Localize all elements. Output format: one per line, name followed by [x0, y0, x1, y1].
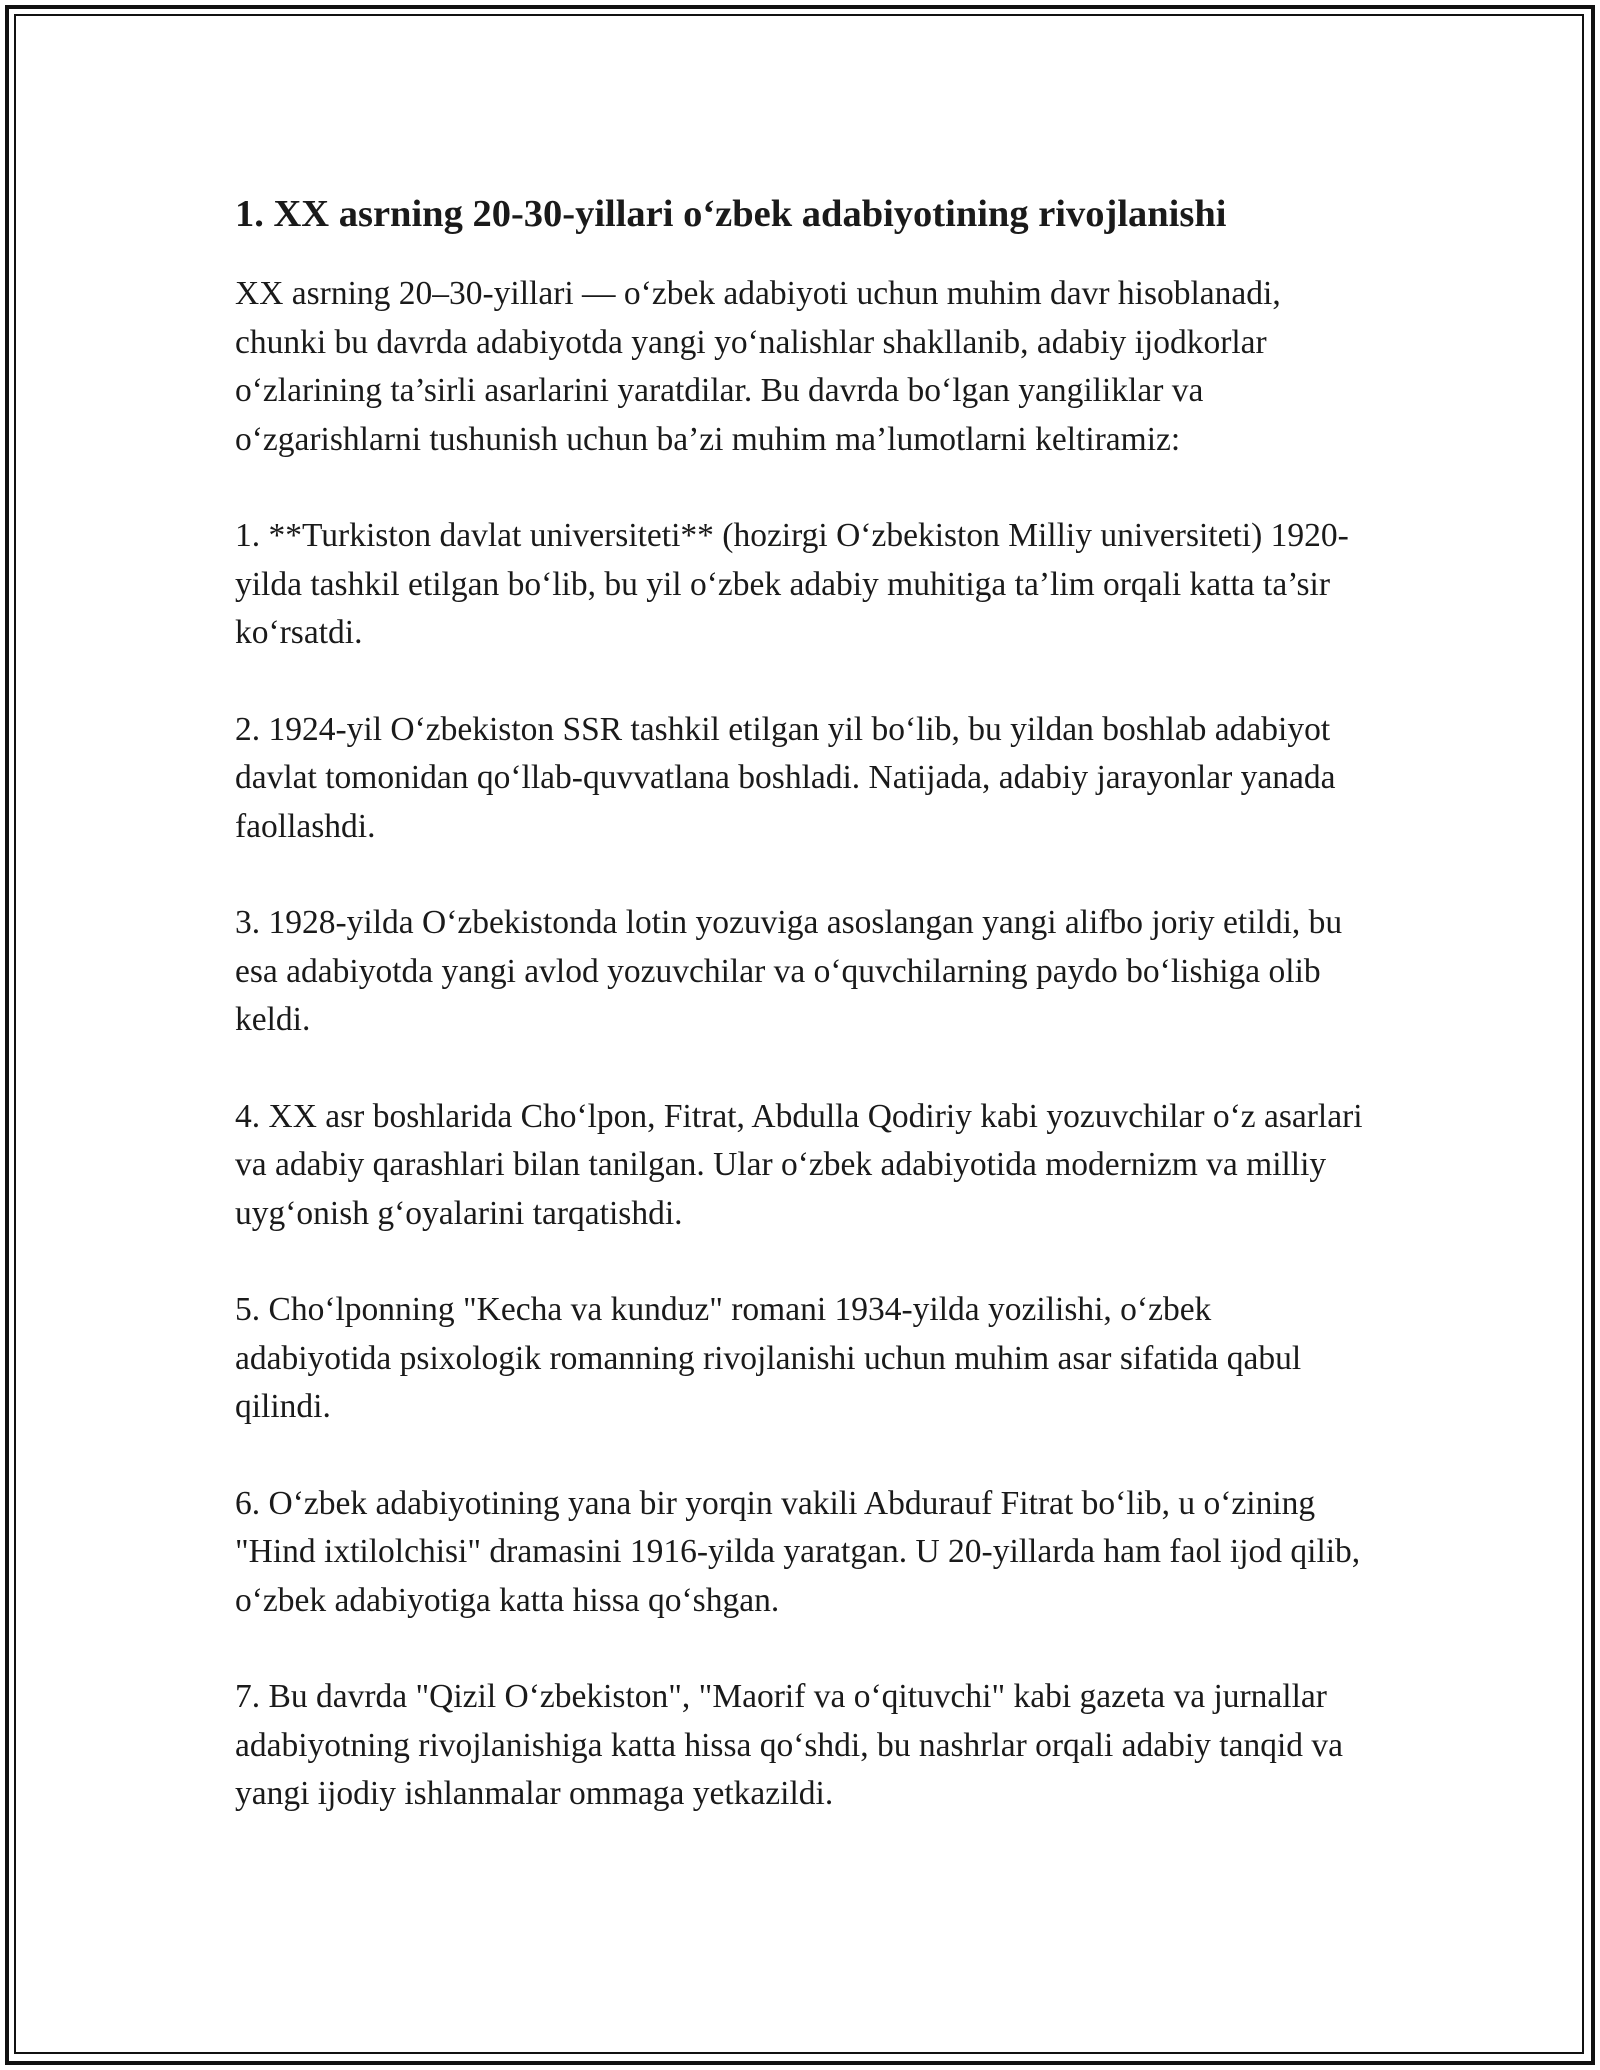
document-body: [235, 186, 1365, 1867]
list-item: 2. 1924-yil O‘zbekiston SSR tashkil etilgan yil bo‘lib, bu yildan boshlab adabiyot davlat tomonidan qo‘llab-quvvatlana boshladi. Natijada, adabiy jarayonlar yanada faollashdi.: [235, 710, 1336, 845]
list-item: 4. XX asr boshlarida Cho‘lpon, Fitrat, Abdulla Qodiriy kabi yozuvchilar o‘z asarlari va adabiy qarashlari bilan tanilgan. Ular o‘zbek adabiyotida modernizm va milliy uyg‘onish g‘oyalarini tarqatishdi.: [235, 1097, 1363, 1232]
list-item: 3. 1928-yilda O‘zbekistonda lotin yozuviga asoslangan yangi alifbo joriy etildi, bu esa adabiyotda yangi avlod yozuvchilar va o‘quvchilarning paydo bo‘lishiga olib keldi.: [235, 904, 1343, 1038]
list-item: 1. **Turkiston davlat universiteti** (hozirgi O‘zbekiston Milliy universiteti) 1920-yilda tashkil etilgan bo‘lib, bu yil o‘zbek adabiy muhitiga ta’lim orqali katta ta’sir ko‘rsatdi.: [235, 517, 1349, 651]
document-title: 1. XX asrning 20-30-yillari o‘zbek adabiyotining rivojlanishi: [235, 193, 1227, 235]
list-item: 6. O‘zbek adabiyotining yana bir yorqin vakili Abdurauf Fitrat bo‘lib, u o‘zining "Hind ixtilolchisi" dramasini 1916-yilda yaratgan. U 20-yillarda ham faol ijod qilib, o‘zbek adabiyotiga katta hissa qo‘shgan.: [235, 1484, 1361, 1619]
intro-paragraph: XX asrning 20–30-yillari — o‘zbek adabiyoti uchun muhim davr hisoblanadi, chunki bu davrda adabiyotda yangi yo‘nalishlar shakllanib, adabiy ijodkorlar o‘zlarining ta’sirli asarlarini yaratdilar. Bu davrda bo‘lgan yangiliklar va o‘zgarishlarni tushunish uchun ba’zi muhim ma’lumotlarni keltiramiz:: [235, 275, 1281, 458]
list-item: 7. Bu davrda "Qizil O‘zbekiston", "Maorif va o‘qituvchi" kabi gazeta va jurnallar adabiyotning rivojlanishiga katta hissa qo‘shdi, bu nashrlar orqali adabiy tanqid va yangi ijodiy ishlanmalar ommaga yetkazildi.: [235, 1678, 1344, 1812]
list-item: 5. Cho‘lponning "Kecha va kunduz" romani 1934-yilda yozilishi, o‘zbek adabiyotida psixologik romanning rivojlanishi uchun muhim asar sifatida qabul qilindi.: [235, 1291, 1302, 1425]
